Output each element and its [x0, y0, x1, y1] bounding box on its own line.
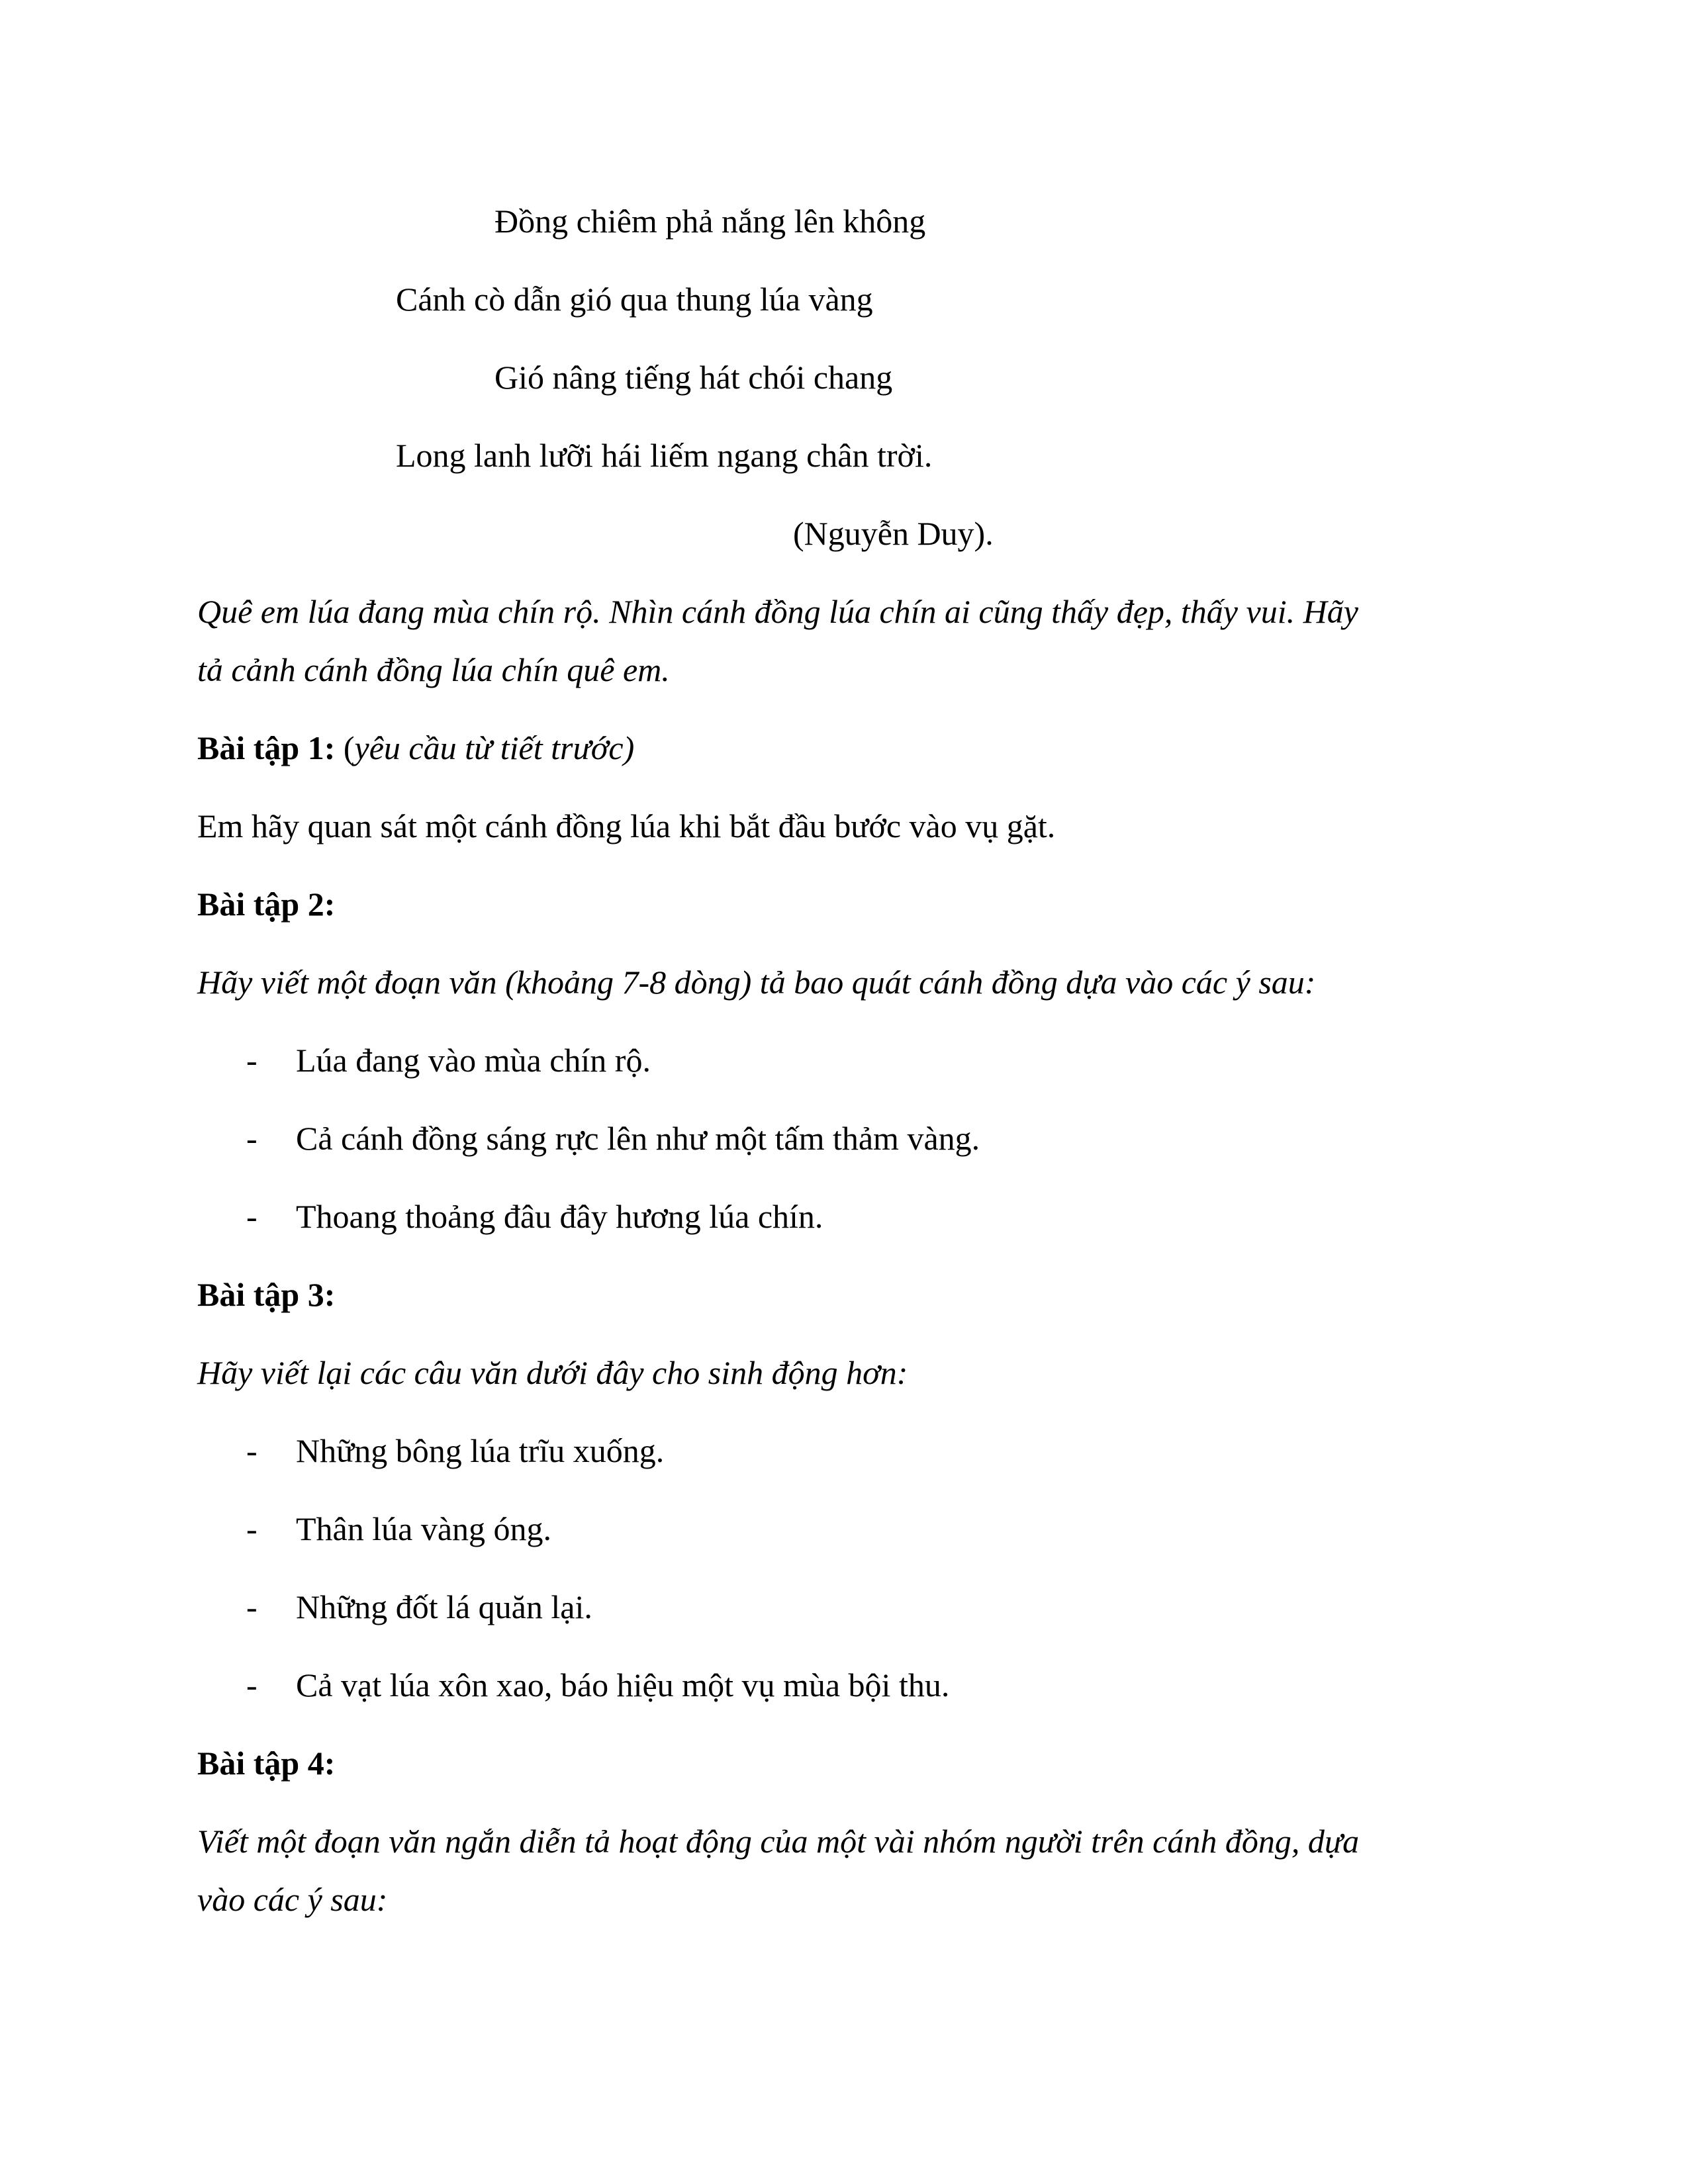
poem-line-3: Gió nâng tiếng hát chói chang	[494, 359, 893, 396]
poem-line-2: Cánh cò dẫn gió qua thung lúa vàng	[396, 281, 873, 318]
bullet-dash: -	[246, 1666, 258, 1704]
bullet-dash: -	[246, 1510, 258, 1547]
exercise-3-bullet-2: Thân lúa vàng óng.	[296, 1510, 552, 1547]
exercise-1-note-open: (	[335, 729, 355, 766]
exercise-1-note: yêu cầu từ tiết trước)	[354, 729, 635, 766]
exercise-4-instruction-line-2: vào các ý sau:	[197, 1881, 388, 1918]
exercise-1-label: Bài tập 1:	[197, 729, 336, 766]
prompt-line-2: tả cảnh cánh đồng lúa chín quê em.	[197, 651, 670, 688]
exercise-4-instruction-line-1: Viết một đoạn văn ngắn diễn tả hoạt động của một vài nhóm người trên cánh đồng, dựa	[197, 1823, 1360, 1860]
bullet-dash: -	[246, 1198, 258, 1235]
exercise-1-text: Em hãy quan sát một cánh đồng lúa khi bắt đầu bước vào vụ gặt.	[197, 807, 1056, 844]
poem-author: (Nguyễn Duy).	[793, 515, 994, 552]
exercise-2-bullet-1: Lúa đang vào mùa chín rộ.	[296, 1042, 651, 1079]
exercise-3-label: Bài tập 3:	[197, 1276, 336, 1313]
exercise-2-bullet-2: Cả cánh đồng sáng rực lên như một tấm thảm vàng.	[296, 1120, 980, 1157]
exercise-3-bullet-3: Những đốt lá quăn lại.	[296, 1588, 592, 1625]
exercise-4-label: Bài tập 4:	[197, 1745, 336, 1782]
bullet-dash: -	[246, 1042, 258, 1079]
exercise-3-bullet-1: Những bông lúa trĩu xuống.	[296, 1432, 665, 1469]
exercise-2-bullet-3: Thoang thoảng đâu đây hương lúa chín.	[296, 1198, 823, 1235]
exercise-1-heading	[197, 727, 634, 769]
prompt-line-1: Quê em lúa đang mùa chín rộ. Nhìn cánh đồng lúa chín ai cũng thấy đẹp, thấy vui. Hãy	[197, 593, 1358, 630]
exercise-2-instruction: Hãy viết một đoạn văn (khoảng 7-8 dòng) tả bao quát cánh đồng dựa vào các ý sau:	[197, 964, 1316, 1001]
exercise-3-bullet-4: Cả vạt lúa xôn xao, báo hiệu một vụ mùa bội thu.	[296, 1666, 950, 1704]
poem-line-4: Long lanh lưỡi hái liếm ngang chân trời.	[396, 437, 933, 474]
exercise-2-label: Bài tập 2:	[197, 886, 336, 923]
poem-line-1: Đồng chiêm phả nắng lên không	[494, 203, 926, 240]
bullet-dash: -	[246, 1120, 258, 1157]
bullet-dash: -	[246, 1432, 258, 1469]
exercise-3-instruction: Hãy viết lại các câu văn dưới đây cho sinh động hơn:	[197, 1354, 908, 1391]
bullet-dash: -	[246, 1588, 258, 1625]
